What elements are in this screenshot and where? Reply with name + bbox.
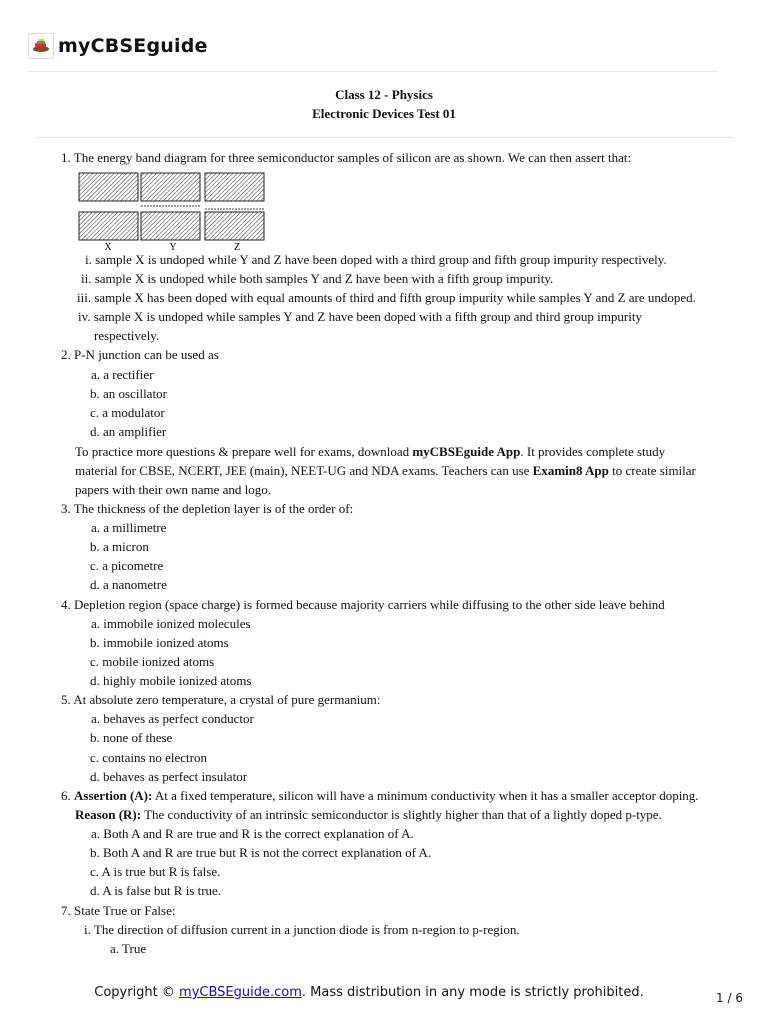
- title-divider: [36, 137, 734, 138]
- content-line: iii. sample X has been doped with equal amounts of third and fifth group impurity while samples Y and Z are undoped.: [77, 290, 696, 305]
- content-line: iv. sample X is undoped while samples Y and Z have been doped with a fifth group and third group impurity: [78, 309, 642, 324]
- content-line: Reason (R): The conductivity of an intrinsic semiconductor is slightly higher than that of a lightly doped p-type.: [75, 807, 662, 822]
- content-line: d. an amplifier: [90, 424, 167, 439]
- page-subtitle: Electronic Devices Test 01: [312, 106, 456, 121]
- content-line: 4. Depletion region (space charge) is formed because majority carriers while diffusing to the other side leave behind: [61, 597, 665, 612]
- band-y-valence: [141, 212, 200, 240]
- page-title: Class 12 - Physics: [335, 87, 433, 102]
- content-line: d. a nanometre: [90, 577, 167, 592]
- content-line: b. Both A and R are true but R is not the correct explanation of A.: [90, 845, 432, 860]
- content-line: c. a picometre: [90, 558, 164, 573]
- brand-name: myCBSEguide: [58, 35, 208, 57]
- diagram-label-z: Z: [233, 242, 241, 253]
- content-line: To practice more questions & prepare well for exams, download myCBSEguide App. It provides complete study: [75, 444, 666, 459]
- copyright-prefix: Copyright ©: [94, 985, 180, 1000]
- diagram-label-x: X: [104, 242, 112, 253]
- page-indicator: 1 / 6: [716, 991, 743, 1005]
- content-line: ii. sample X is undoped while both samples Y and Z have been with a fifth group impurity.: [81, 271, 554, 286]
- content-line: b. a micron: [90, 539, 149, 554]
- content-line: c. a modulator: [90, 405, 165, 420]
- content-line: respectively.: [94, 328, 160, 343]
- brand: [28, 32, 208, 60]
- content-line: i. The direction of diffusion current in a junction diode is from n-region to p-region.: [84, 922, 520, 937]
- content-line: b. an oscillator: [90, 386, 167, 401]
- content-line: a. Both A and R are true and R is the correct explanation of A.: [91, 826, 414, 841]
- content-line: d. highly mobile ionized atoms: [90, 673, 252, 688]
- copyright-suffix: . Mass distribution in any mode is strictly prohibited.: [301, 985, 644, 1000]
- content-line: b. none of these: [90, 730, 173, 745]
- content-line: d. A is false but R is true.: [90, 883, 222, 898]
- content-line: papers with their own name and logo.: [75, 482, 272, 497]
- content-line: c. mobile ionized atoms: [90, 654, 215, 669]
- band-z-conduction: [205, 173, 264, 201]
- content-line: 5. At absolute zero temperature, a crystal of pure germanium:: [61, 692, 381, 707]
- content-line: a. a rectifier: [91, 367, 154, 382]
- band-x-conduction: [79, 173, 138, 201]
- content-line: 1. The energy band diagram for three semiconductor samples of silicon are as shown. We can then assert that:: [61, 150, 632, 165]
- content-line: 2. P-N junction can be used as: [61, 347, 219, 362]
- band-x-valence: [79, 212, 138, 240]
- content-line: c. contains no electron: [90, 750, 207, 765]
- content-line: b. immobile ionized atoms: [90, 635, 229, 650]
- content-line: i. sample X is undoped while Y and Z have been doped with a third group and fifth group impurity respectively.: [85, 252, 667, 267]
- content-line: a. True: [110, 941, 147, 956]
- copyright-footer: [0, 985, 738, 1000]
- energy-band-diagram: [78, 171, 278, 253]
- content-line: d. behaves as perfect insulator: [90, 769, 248, 784]
- content-line: c. A is true but R is false.: [90, 864, 221, 879]
- header-divider: [28, 71, 718, 72]
- diagram-label-y: Y: [169, 242, 177, 253]
- band-y-conduction: [141, 173, 200, 201]
- content-line: a. behaves as perfect conductor: [91, 711, 254, 726]
- brand-logo-icon: [28, 33, 54, 59]
- content-line: 3. The thickness of the depletion layer is of the order of:: [61, 501, 354, 516]
- band-z-valence: [205, 212, 264, 240]
- copyright-link[interactable]: myCBSEguide.com: [179, 985, 302, 1000]
- content-line: a. a millimetre: [91, 520, 167, 535]
- content-line: material for CBSE, NCERT, JEE (main), NEET-UG and NDA exams. Teachers can use Examin8 App to create similar: [75, 463, 696, 478]
- content-line: 6. Assertion (A): At a fixed temperature, silicon will have a minimum conductivity when it has a smaller acceptor doping.: [61, 788, 699, 803]
- content-line: 7. State True or False:: [61, 903, 176, 918]
- content-line: a. immobile ionized molecules: [91, 616, 251, 631]
